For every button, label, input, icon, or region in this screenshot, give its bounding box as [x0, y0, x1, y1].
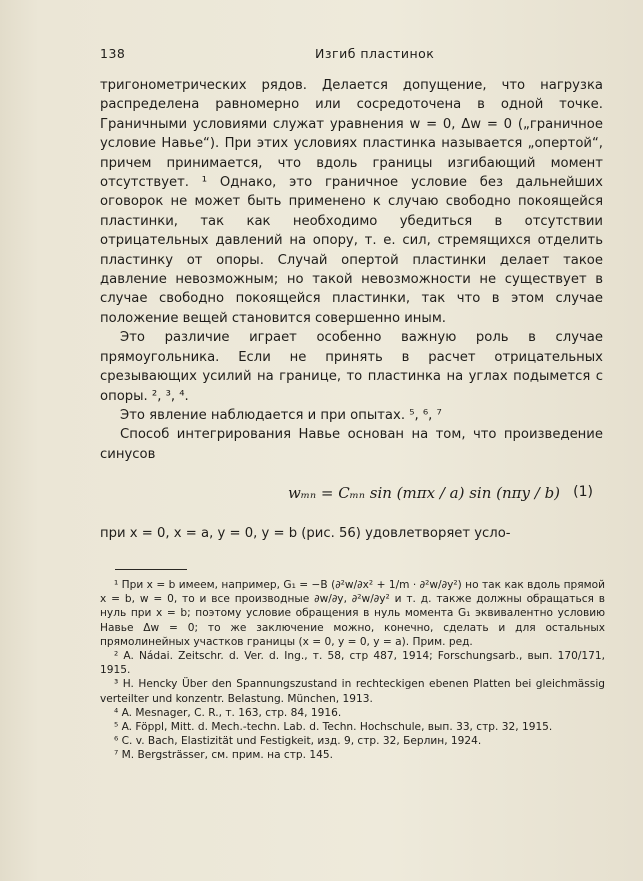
footnote: ² A. Nádai. Zeitschr. d. Ver. d. Ing., т. 58, стр 487, 1914; Forschungsarb., вып. 170/171, 1915. [100, 650, 605, 677]
footnote: ⁶ C. v. Bach, Elastizität und Festigkeit, изд. 9, стр. 32, Берлин, 1924. [114, 735, 482, 748]
paragraph-continuation: при x = 0, x = a, y = 0, y = b (рис. 56) удовлетворяет усло- [100, 526, 511, 541]
footnote: ⁷ M. Bergsträsser, см. прим. на стр. 145. [114, 749, 333, 762]
paragraph: Это различие играет особенно важную роль в случае прямоугольника. Если не принять в расчет отрицательных срезывающих усилий на границе, то пластинка на углах подымется с опоры. ², ³, ⁴. [100, 330, 603, 404]
equation-number: (1) [573, 484, 593, 500]
footnote: ¹ При x = b имеем, например, G₁ = −B (∂²w/∂x² + 1/m · ∂²w/∂y²) но так как вдоль прямой x = b, w = 0, то и все производные ∂w/∂y, ∂²w/∂y² и т. д. также должны обращаться в нуль при x = b; поэтому условие обращения в нуль момента G₁ эквивалентно условию Навье Δw = 0; то же заключение можно, конечно, сделать и для остальных прямолинейных участков границы (x = 0, y = 0, y = a). Прим. ред. [100, 579, 605, 648]
equation-1 [100, 470, 605, 518]
footnote-divider [115, 569, 187, 570]
equation-text: wₘₙ = Cₘₙ sin (mπx / a) sin (nπy / b) [288, 484, 561, 502]
footnote: ⁵ A. Föppl, Mitt. d. Mech.-techn. Lab. d. Techn. Hochschule, вып. 33, стр. 32, 1915. [114, 721, 553, 734]
main-text [100, 76, 603, 464]
footnote: ⁴ A. Mesnager, C. R., т. 163, стр. 84, 1916. [114, 706, 342, 719]
footnotes [100, 578, 605, 763]
page-header [100, 46, 605, 66]
paragraph: тригонометрических рядов. Делается допущение, что нагрузка распределена равномерно или сосредоточена в одной точке. Граничными условиями служат уравнения w = 0, Δw = 0 („граничное условие Навье“). При этих условиях пластинка называется „опертой“, причем принимается, что вдоль границы изгибающий момент отсутствует. ¹ Однако, это граничное условие без дальнейших оговорок не может быть применено к случаю свободно покоящейся пластинки, так как необходимо убедиться в отсутствии отрицательных давлений на опору, т. е. сил, стремящихся отделить пластинку от опоры. Случай опертой пластинки делает такое давление невозможным; но такой невозможности не существует в случае свободно покоящейся пластинки, так что в этом случае положение вещей становится совершенно иным. [100, 78, 603, 326]
page-number: 138 [100, 46, 126, 61]
footnote: ³ H. Hencky Über den Spannungszustand in rechteckigen ebenen Platten bei gleichmässig verteilter und konzentr. Belastung. München, 1913. [100, 678, 605, 705]
running-title: Изгиб пластинок [315, 46, 435, 61]
paragraph: Способ интегрирования Навье основан на том, что произведение синусов [100, 427, 603, 462]
paragraph: Это явление наблюдается и при опытах. ⁵, ⁶, ⁷ [120, 407, 442, 423]
